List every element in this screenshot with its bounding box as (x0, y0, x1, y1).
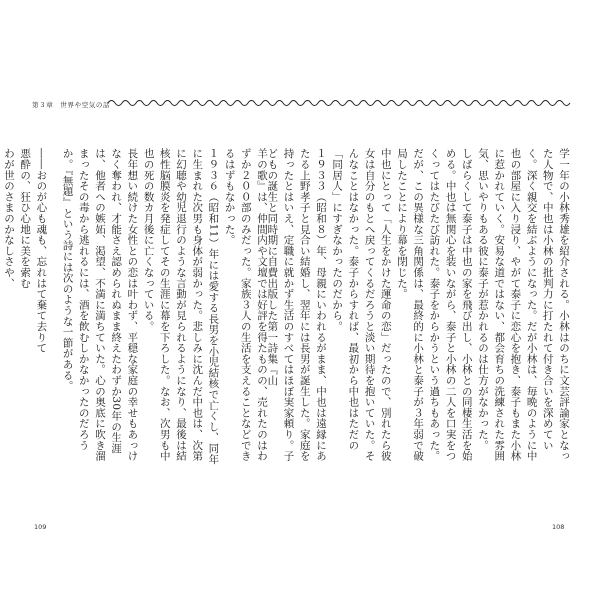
right-paragraph: 中也にとって「人生をかけた運命の恋」だったので、別れたら彼女は自分のもとへ戻ってくるだろうと淡い期待を抱いていた。そんなことはなかった。泰子からすれば、最初から中也はただの「同居人」にすぎなかったのだから。 (331, 148, 392, 462)
left-page-number: 109 (34, 523, 47, 531)
chapter-label: 第３章 世界や空気の話 (32, 101, 111, 109)
right-paragraph: 学一年の小林秀雄を紹介される。小林はのちに文芸評論家となった人物で、中也は小林の批判力に打たれて付き合いを深めていく。深く親交を結ぶようになった。だが小林は、毎晩のように中也の部屋に入り浸り、やがて泰子に恋心を抱き、泰子もまた小林に惹かれていく。安易な道ではない、都会育ちの洗練された雰囲気、思いやりもある彼に泰子が惹かれるのは仕方がなかった。 (476, 148, 570, 462)
left-paragraph: 羊の歌』は、仲間内や文壇では好評を得たものの、売れたのはわずか２００部のみだった。家族３人の生活を支えることなどできるはずもなかった。 (223, 148, 268, 462)
right-paragraph: しばらくして泰子は中也の家を飛び出し、小林との同棲生活を始める。中也は無関心を装いながら、泰子と小林の二人を口実をつくってはたびたび訪れた。泰子をからかうという過ちもあった。だが、この異様な三角関係は、最終的に小林と泰子が３年弱で破局したことにより幕を閉じた。 (395, 148, 473, 462)
poem-gap (49, 148, 59, 470)
poem-line: ――おのが心も魂も、忘れはて棄て去りて (35, 148, 48, 354)
right-page-number: 108 (552, 523, 565, 531)
header-wave-rule (108, 97, 570, 109)
right-page-body (266, 148, 572, 470)
right-page (266, 0, 600, 600)
left-paragraph: 長年想い続けた女性との恋は叶わず、平穏な家庭の幸せもあっけなく奪われ、才能さえ認められぬまま終えたわずか30年の生涯は、他者への嫉妬、渇望、不満に満ちていた。心の奥底に吹き溜まったその毒から逃れるには、酒を飲むしかなかったのだろうか。『無題』という詩には次のような一節がある。 (61, 148, 139, 462)
poem-line: 悪酔の、狂ひ心地に美を索む (19, 148, 32, 289)
poem-excerpt (1, 148, 50, 470)
left-paragraph: １９３６（昭和11）年には愛する長男を小児結核で亡くし、同年に生まれた次男も身体が弱かった。悲しみに沈んだ中也は、次第に幻聴や幼児退行のような言動が見られるようになり、最後は結核性脳膜炎を発症してその生涯に幕を下ろした。なお、次男も中也の死の数カ月後に亡くなっている。 (142, 148, 220, 465)
left-page-body (2, 148, 270, 470)
poem-line: わが世のさまのかなしさや、 (2, 148, 15, 289)
right-paragraph: １９３３（昭和８）年、母親にいわれるがまま、中也は遠縁にあたる上野孝子と見合い結婚し、翌年には長男が誕生した。家庭を持ったとはいえ、定職に就かず生活のすべてはほぼ実家頼り。子どもの誕生と同時期に自費出版した第一詩集『山 (266, 148, 327, 462)
